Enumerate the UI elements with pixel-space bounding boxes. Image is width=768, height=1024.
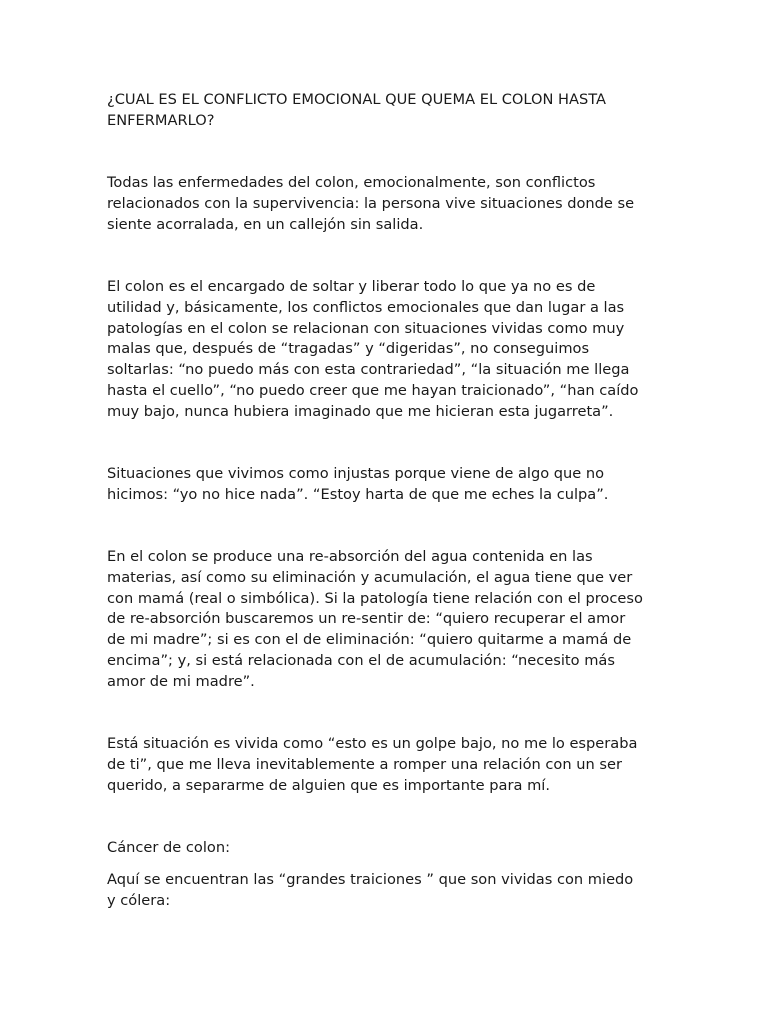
paragraph-colon-release: El colon es el encargado de soltar y liberar todo lo que ya no es de utilidad y, básicamente, los conflictos emocionales que dan lugar a las patologías en el colon se relacionan con situaciones vividas como muy malas que, después de “tragadas” y “digeridas”, no conseguimos soltarlas: “no puedo más con esta contrariedad”, “la situación me llega hasta el cuello”, “no puedo creer que me hayan traicionado”, “han caído muy bajo, nunca hubiera imaginado que me hicieran esta jugarreta”. <box>107 278 639 420</box>
paragraph-low-blow: Está situación es vivida como “esto es un golpe bajo, no me lo esperaba de ti”, que me lleva inevitablemente a romper una relación con un ser querido, a separarme de alguien que es importante para mí. <box>107 735 638 794</box>
paragraph-water-mother: En el colon se produce una re-absorción del agua contenida en las materias, así como su eliminación y acumulación, el agua tiene que ver con mamá (real o simbólica). Si la patología tiene relación con el proceso de re-absorción buscaremos un re-sentir de: “quiero recuperar el amor de mi madre”; si es con el de eliminación: “quiero quitarme a mamá de encima”; y, si está relacionada con el de acumulación: “necesito más amor de mi madre”. <box>107 548 643 690</box>
document-title: ¿CUAL ES EL CONFLICTO EMOCIONAL QUE QUEMA EL COLON HASTA ENFERMARLO? <box>107 91 607 129</box>
paragraph-injustice: Situaciones que vivimos como injustas porque viene de algo que no hicimos: “yo no hice nada”. “Estoy harta de que me eches la culpa”. <box>107 465 609 503</box>
subheading-colon-cancer: Cáncer de colon: <box>107 839 231 856</box>
paragraph-great-betrayals: Aquí se encuentran las “grandes traiciones ” que son vividas con miedo y cólera: <box>107 871 634 909</box>
paragraph-survival: Todas las enfermedades del colon, emocionalmente, son conflictos relacionados con la supervivencia: la persona vive situaciones donde se siente acorralada, en un callejón sin salida. <box>107 174 635 233</box>
